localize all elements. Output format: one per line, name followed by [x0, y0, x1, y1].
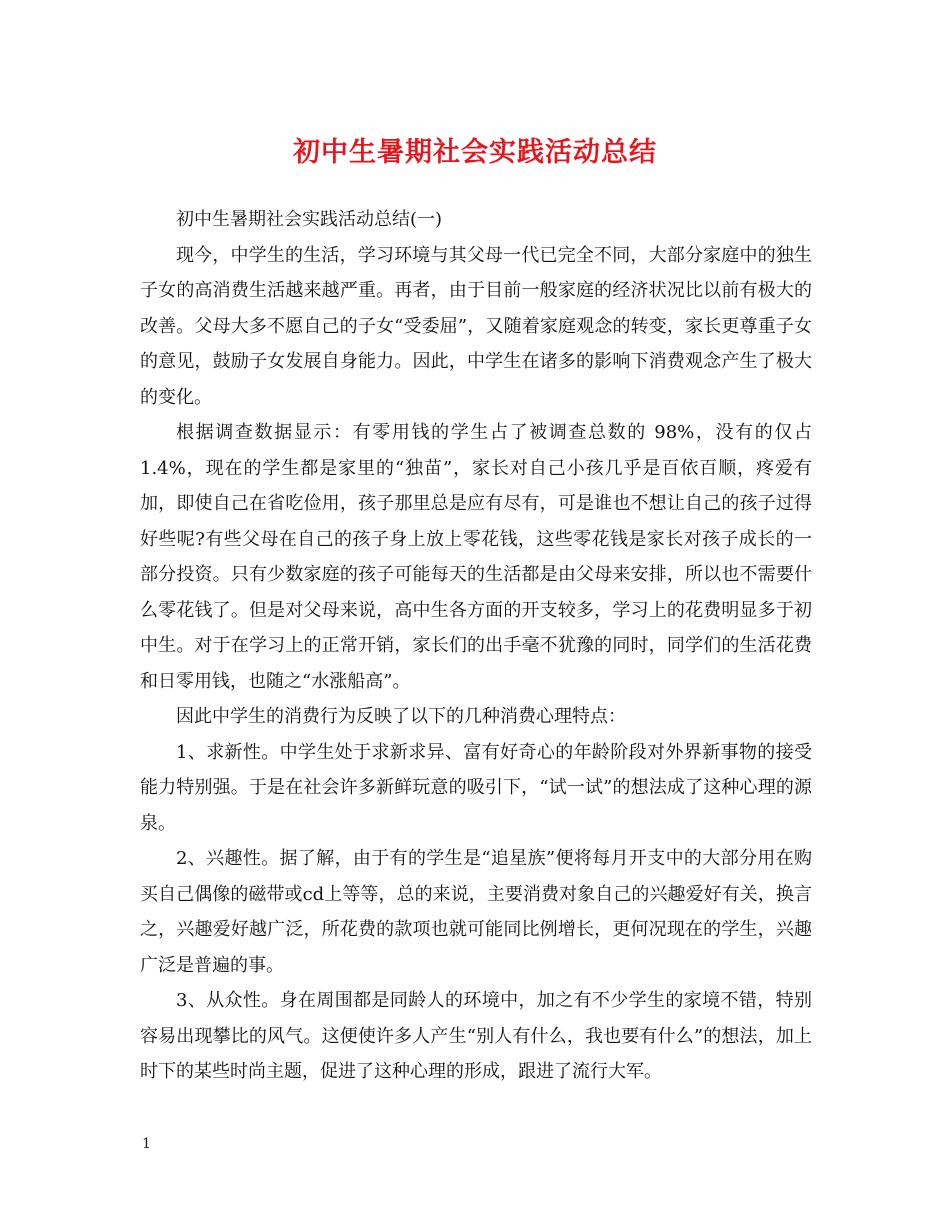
page-number: 1: [142, 1136, 151, 1152]
paragraph-traits-intro: 因此中学生的消费行为反映了以下的几种消费心理特点：: [176, 706, 626, 727]
paragraph-intro: 现今，中学生的生活，学习环境与其父母一代已完全不同，大部分家庭中的独生子女的高消费生活越来越严重。再者，由于目前一般家庭的经济状况比以前有极大的改善。父母大多不愿自己的子女“受委屈”，又随着家庭观念的转变，家长更尊重子女的意见，鼓励子女发展自身能力。因此，中学生在诸多的影响下消费观念产生了极大的变化。: [140, 244, 812, 408]
paragraph-trait-conformity: 3、从众性。身在周围都是同龄人的环境中，加之有不少学生的家境不错，特别容易出现攀比的风气。这便使许多人产生“别人有什么，我也要有什么”的想法，加上时下的某些时尚主题，促进了这种心理的形成，跟进了流行大军。: [140, 990, 812, 1082]
section-subtitle: 初中生暑期社会实践活动总结(一): [176, 209, 443, 230]
paragraph-trait-novelty: 1、求新性。中学生处于求新求异、富有好奇心的年龄阶段对外界新事物的接受能力特别强。于是在社会许多新鲜玩意的吸引下，“试一试”的想法成了这种心理的源泉。: [140, 741, 812, 834]
document-body: [140, 202, 812, 1090]
document-title: 初中生暑期社会实践活动总结: [293, 137, 657, 168]
paragraph-survey: 根据调查数据显示：有零用钱的学生占了被调查总数的 98%，没有的仅占 1.4%，现在的学生都是家里的“独苗”，家长对自己小孩几乎是百依百顺，疼爱有加，即使自己在省吃俭用，孩子那里总是应有尽有，可是谁也不想让自己的孩子过得好些呢?有些父母在自己的孩子身上放上零花钱，这些零花钱是家长对孩子成长的一部分投资。只有少数家庭的孩子可能每天的生活都是由父母来安排，所以也不需要什么零花钱了。但是对父母来说，高中生各方面的开支较多，学习上的花费明显多于初中生。对于在学习上的正常开销，家长们的出手毫不犹豫的同时，同学们的生活花费和日零用钱，也随之“水涨船高”。: [140, 422, 812, 692]
paragraph-trait-interest: 2、兴趣性。据了解，由于有的学生是“追星族”便将每月开支中的大部分用在购买自己偶像的磁带或cd上等等，总的来说，主要消费对象自己的兴趣爱好有关，换言之，兴趣爱好越广泛，所花费的款项也就可能同比例增长，更何况现在的学生，兴趣广泛是普遍的事。: [140, 848, 812, 976]
